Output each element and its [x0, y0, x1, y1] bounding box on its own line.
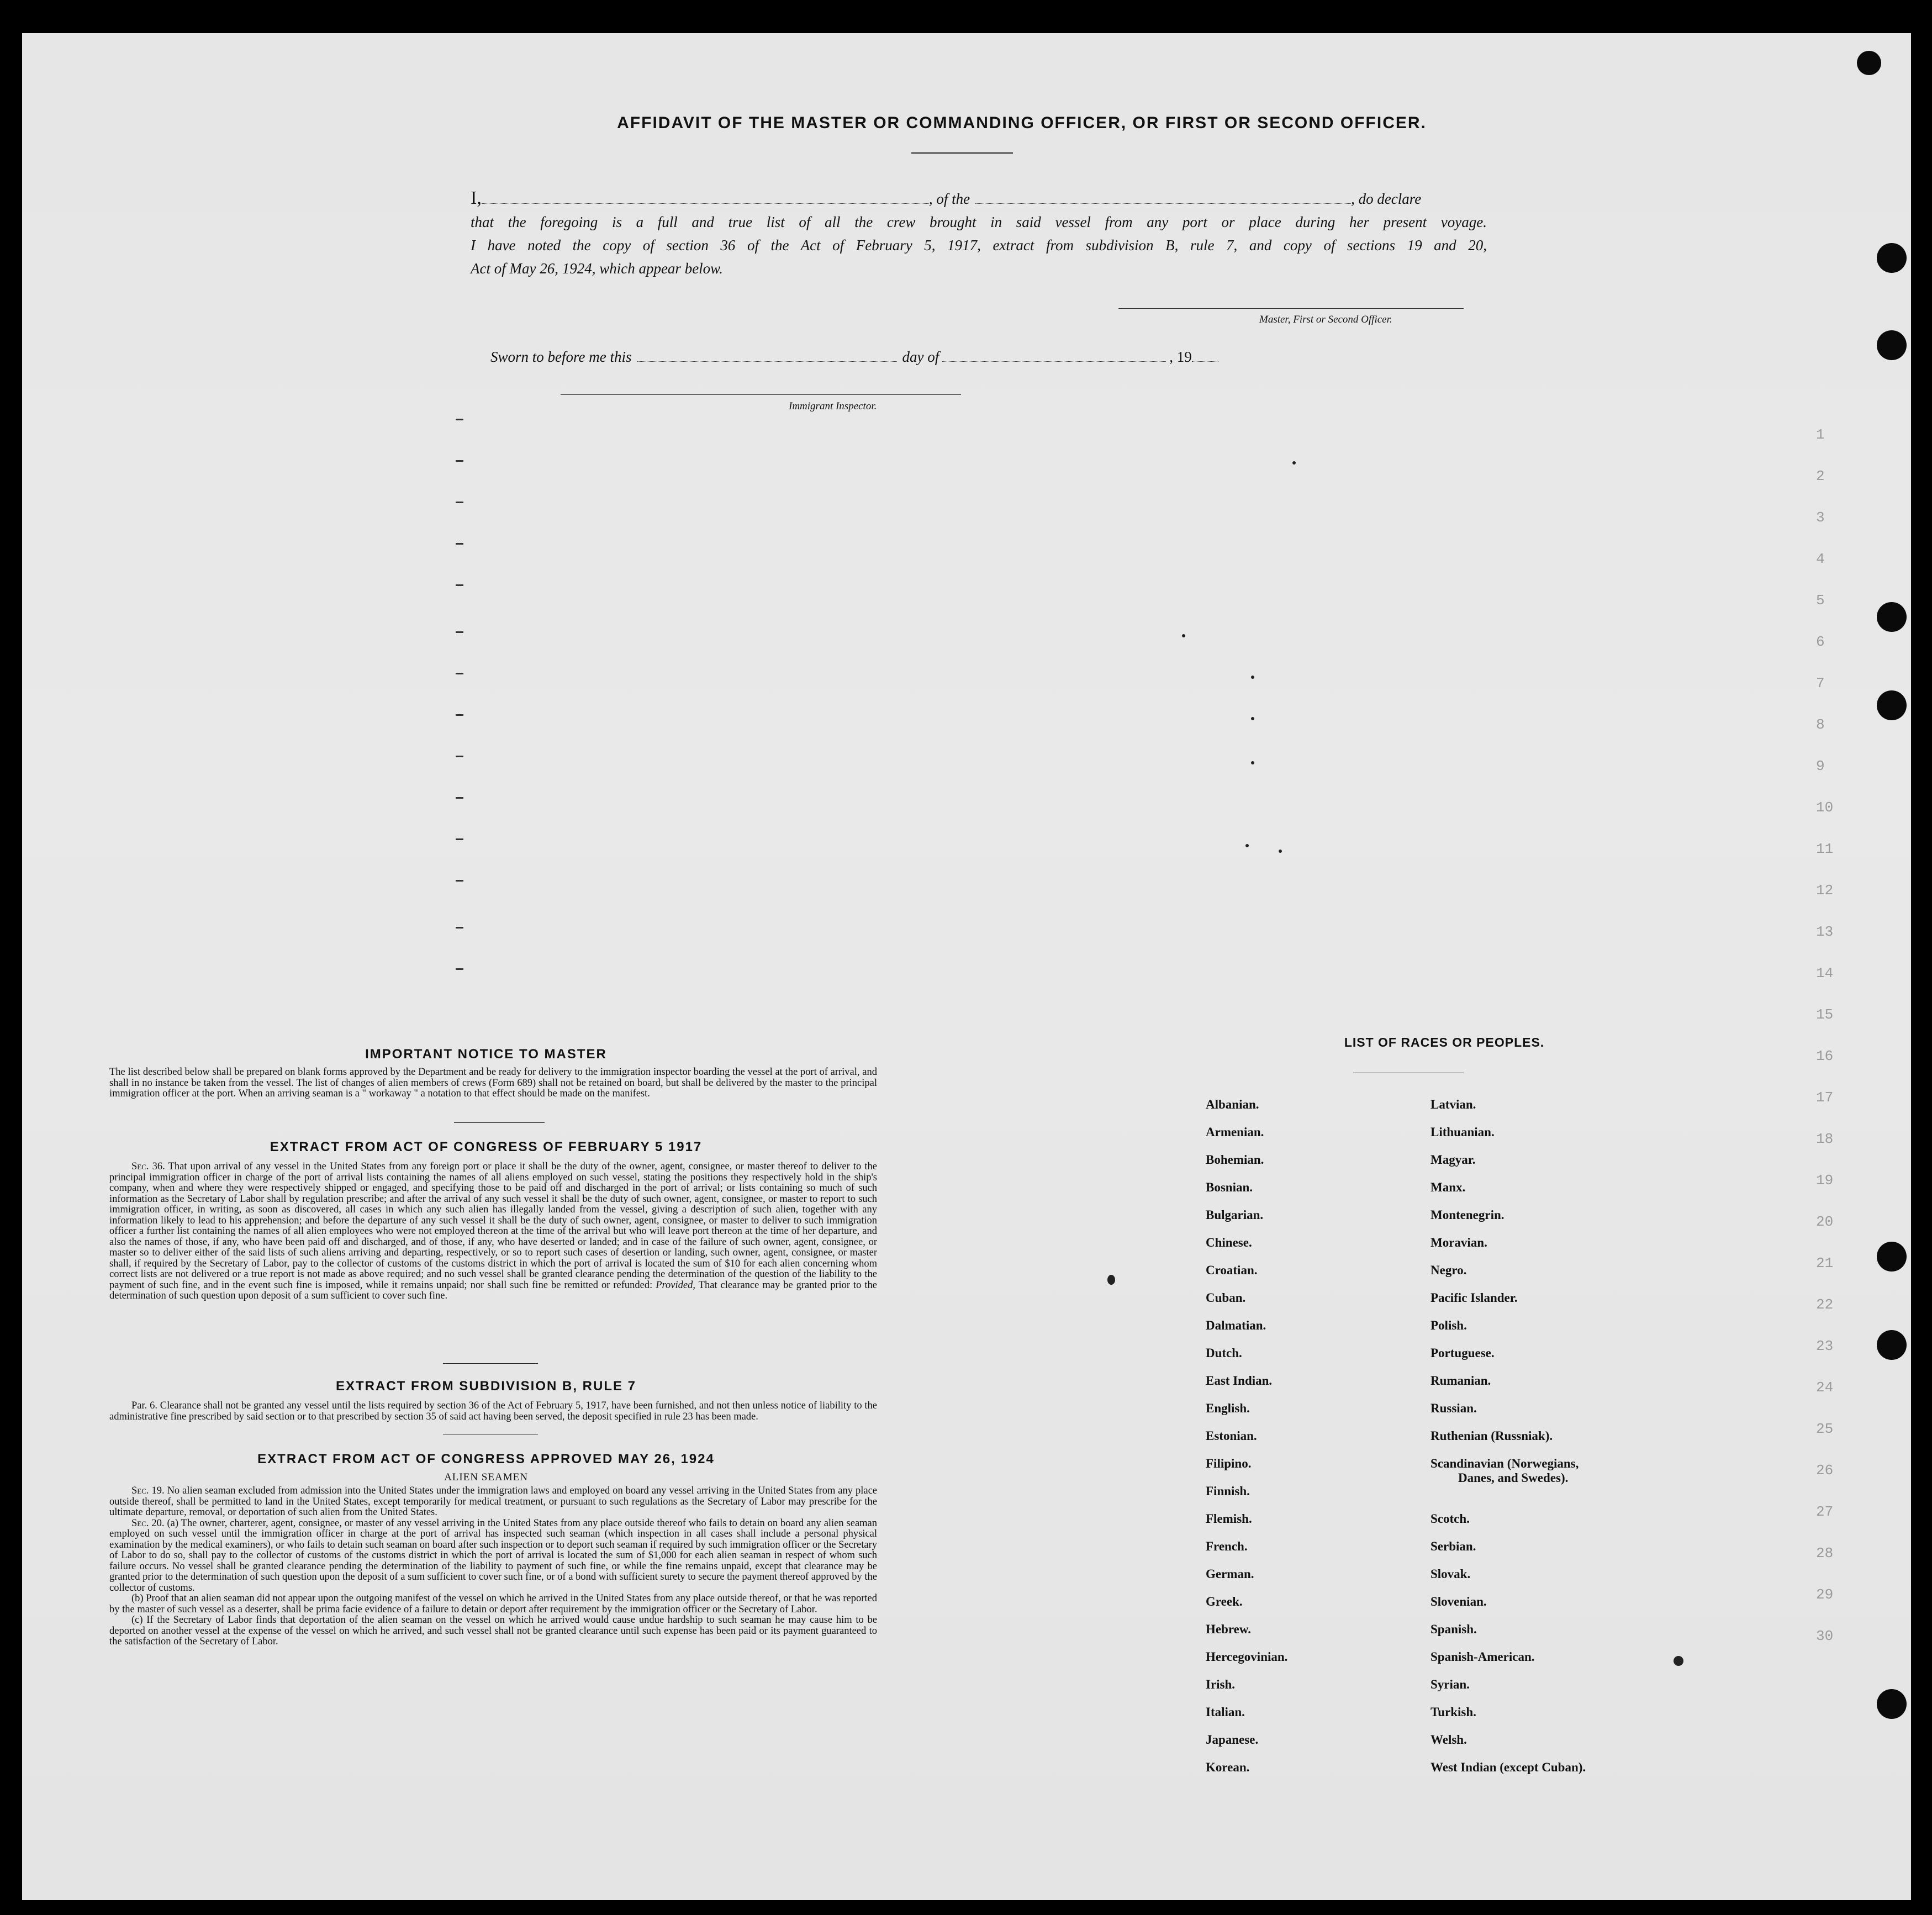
row-mark — [456, 838, 463, 840]
punch-hole — [1877, 690, 1907, 720]
sec20b-paragraph: (b) Proof that an alien seaman did not appear upon the outgoing manifest of the vessel on which he arrived in the United States from any place outside thereof, or that he was reported by the master of such vessel as a deserter, shall be prima facie evidence of a failure to detain or deport after requirement by the immigration officer or the Secretary of Labor. — [109, 1593, 877, 1615]
race-item: Spanish-American. — [1430, 1650, 1535, 1664]
ink-speck — [1251, 717, 1254, 720]
row-mark — [456, 797, 463, 799]
race-item: German. — [1206, 1567, 1254, 1581]
affidavit-title: AFFIDAVIT OF THE MASTER OR COMMANDING OFFICER, OR FIRST OR SECOND OFFICER. — [617, 114, 1427, 132]
race-item: Polish. — [1430, 1318, 1467, 1332]
sec20c-paragraph: (c) If the Secretary of Labor finds that deportation of the alien seaman on the vessel on which he arrived would cause undue hardship to such seaman he may cause him to be deported on another vessel at the expense of the vessel on which he arrived, and such vessel shall not be granted clearance until such expense has been paid or its payment guaranteed to the satisfaction of the Secretary of Labor. — [109, 1615, 877, 1647]
race-item: Rumanian. — [1430, 1374, 1491, 1388]
sworn-year-field[interactable] — [1192, 347, 1218, 362]
race-item: West Indian (except Cuban). — [1430, 1760, 1586, 1774]
race-item: Slovenian. — [1430, 1595, 1487, 1608]
sworn-month-field[interactable] — [942, 347, 1166, 362]
extract-1917-title: EXTRACT FROM ACT OF CONGRESS OF FEBRUARY 5 1917 — [270, 1139, 703, 1154]
race-item: Scandinavian (Norwegians, — [1430, 1457, 1579, 1470]
row-mark — [456, 880, 463, 882]
sec36-label: Sec. 36. — [131, 1161, 165, 1172]
row-mark — [456, 419, 463, 420]
race-item: Korean. — [1206, 1760, 1250, 1774]
race-item: Serbian. — [1430, 1539, 1476, 1553]
race-item: Welsh. — [1430, 1733, 1467, 1747]
punch-hole — [1877, 1330, 1907, 1360]
race-item: Greek. — [1206, 1595, 1243, 1608]
row-mark — [456, 631, 463, 633]
race-item: Cuban. — [1206, 1291, 1246, 1305]
race-item: Armenian. — [1206, 1125, 1264, 1139]
race-item: Filipino. — [1206, 1457, 1252, 1470]
row-mark — [456, 460, 463, 462]
ink-speck — [1279, 850, 1282, 853]
race-item: Finnish. — [1206, 1484, 1250, 1498]
ink-speck — [1245, 844, 1249, 847]
row-mark — [456, 502, 463, 503]
race-item: Bulgarian. — [1206, 1208, 1264, 1222]
race-item: Bohemian. — [1206, 1153, 1264, 1167]
declaration-line-2: that the foregoing is a full and true list of all the crew brought in said vessel from any port or place during her present voyage. — [471, 214, 1487, 230]
race-item: Pacific Islander. — [1430, 1291, 1518, 1305]
sworn-day-field[interactable] — [637, 347, 897, 362]
sworn-line: Sworn to before me this day of , 19 — [490, 347, 1218, 366]
extract-rule7-title: EXTRACT FROM SUBDIVISION B, RULE 7 — [335, 1379, 637, 1394]
extract-1924-text — [109, 1486, 877, 1648]
race-item: Irish. — [1206, 1677, 1236, 1691]
row-mark — [456, 584, 463, 586]
race-item: Latvian. — [1430, 1098, 1476, 1111]
race-item: Italian. — [1206, 1705, 1245, 1719]
race-item: Turkish. — [1430, 1705, 1476, 1719]
extract-1924-subtitle: ALIEN SEAMEN — [444, 1471, 528, 1483]
race-item: Magyar. — [1430, 1153, 1476, 1167]
race-item: Flemish. — [1206, 1512, 1252, 1526]
punch-hole — [1877, 243, 1907, 273]
race-item: Scotch. — [1430, 1512, 1470, 1526]
race-item: Estonian. — [1206, 1429, 1257, 1443]
bleed-through-column: 1 2 3 4 5 6 7 8 9 10 11 12 13 14 15 16 17 18 19 20 21 22 23 24 25 26 27 28 29 30 — [1816, 426, 1834, 1644]
race-item: Syrian. — [1430, 1677, 1470, 1691]
punch-hole — [1857, 51, 1881, 75]
vessel-name-field[interactable] — [975, 189, 1351, 204]
section-divider — [454, 1122, 545, 1123]
race-item: Hebrew. — [1206, 1622, 1251, 1636]
ink-speck — [1292, 461, 1296, 465]
section-divider — [443, 1363, 538, 1364]
race-item: Portuguese. — [1430, 1346, 1495, 1360]
extract-rule7-text: Par. 6. Clearance shall not be granted any vessel until the lists required by section 36 of the Act of February 5, 1917, have been furnished, and not then unless notice of liability to the administrative fine prescribed by said section or to that prescribed by section 35 of said act having been served, the deposit specified in rule 23 has been made. — [109, 1400, 878, 1422]
race-item: Hercegovinian. — [1206, 1650, 1288, 1664]
race-item: Croatian. — [1206, 1263, 1258, 1277]
ink-speck — [1251, 676, 1254, 679]
race-item: English. — [1206, 1401, 1250, 1415]
race-item: Manx. — [1430, 1180, 1466, 1194]
signature-label: Master, First or Second Officer. — [1259, 314, 1392, 325]
race-item-continued: Danes, and Swedes). — [1458, 1471, 1569, 1485]
race-item: Ruthenian (Russniak). — [1430, 1429, 1553, 1443]
ink-speck — [1107, 1275, 1115, 1285]
race-item: Dalmatian. — [1206, 1318, 1266, 1332]
signature-line[interactable] — [1118, 308, 1464, 309]
race-item: Dutch. — [1206, 1346, 1242, 1360]
notice-title: IMPORTANT NOTICE TO MASTER — [365, 1047, 607, 1062]
race-item: Lithuanian. — [1430, 1125, 1495, 1139]
document-page — [22, 33, 1911, 1900]
punch-hole — [1877, 1242, 1907, 1272]
punch-hole — [1877, 1689, 1907, 1719]
row-mark — [456, 714, 463, 716]
declaration-line-1: I, , of the , do declare — [471, 188, 1422, 208]
extract-1924-title: EXTRACT FROM ACT OF CONGRESS APPROVED MAY 26, 1924 — [257, 1452, 715, 1466]
declaration-line-4: Act of May 26, 1924, which appear below. — [471, 260, 723, 277]
race-item: Moravian. — [1430, 1236, 1487, 1249]
row-mark — [456, 968, 463, 970]
race-item: Bosnian. — [1206, 1180, 1253, 1194]
title-divider — [911, 152, 1013, 154]
race-item: Negro. — [1430, 1263, 1467, 1277]
races-column-2 — [1430, 1098, 1718, 1789]
race-item: Slovak. — [1430, 1567, 1471, 1581]
races-title: LIST OF RACES OR PEOPLES. — [1344, 1035, 1545, 1049]
punch-hole — [1877, 602, 1907, 632]
notice-text: The list described below shall be prepared on blank forms approved by the Department and be ready for delivery to the immigration inspector boarding the vessel at the port of arrival, and shall in no instance be taken from the vessel. The list of changes of alien members of crews (Form 689) shall not be retained on board, but shall be delivered by the master to the principal immigration officer at the port. When an arriving seaman is a " workaway " a notation to that effect should be made on the manifest. — [109, 1067, 877, 1099]
sec19-paragraph: Sec. 19. No alien seaman excluded from admission into the United States under the immigration laws and employed on board any vessel arriving in the United States from any place outside thereof, shall be permitted to land in the United States, except temporarily for medical treatment, or pursuant to such regulations as the Secretary of Labor may prescribe for the ultimate departure, removal, or deportation of such alien from the United States. — [109, 1485, 877, 1518]
declarant-name-field[interactable] — [482, 189, 929, 204]
race-item: East Indian. — [1206, 1374, 1273, 1388]
races-column-1 — [1206, 1098, 1405, 1789]
sec20a-paragraph: Sec. 20. (a) The owner, charterer, agent, consignee, or master of any vessel arriving in the United States from any place outside thereof who fails to detain on board any alien seaman employed on such vessel until the immigration officer in charge at the port of arrival has inspected such seaman (which inspection in all cases shall include a personal physical examination by the medical examiners), or who fails to detain such seaman on board after such inspection or to deport such seaman if required by such immigration officer or the Secretary of Labor to do so, shall pay to the collector of customs of the customs district in which the port of arrival is located the sum of $1,000 for each alien seaman in respect of whom such failure occurs. No vessel shall be granted clearance pending the determination of the liability to payment of such fine, or while the fine remains unpaid, except that clearance may be granted prior to the determination of such question upon the deposit of a sum sufficient to cover such fine, or of a bond with sufficient surety to secure the payment thereof approved by the collector of customs. — [109, 1517, 878, 1594]
race-item: Russian. — [1430, 1401, 1477, 1415]
race-item: Chinese. — [1206, 1236, 1252, 1249]
inspector-label: Immigrant Inspector. — [789, 400, 877, 412]
row-mark — [456, 673, 463, 674]
row-mark — [456, 543, 463, 545]
row-mark — [456, 927, 463, 929]
ink-speck — [1251, 761, 1254, 764]
race-item: Montenegrin. — [1430, 1208, 1505, 1222]
row-mark — [456, 756, 463, 757]
punch-hole — [1877, 330, 1907, 360]
race-item: Albanian. — [1206, 1098, 1259, 1111]
race-item: Japanese. — [1206, 1733, 1259, 1747]
declaration-line-3: I have noted the copy of section 36 of the Act of February 5, 1917, extract from subdivision B, rule 7, and copy of sections 19 and 20, — [471, 237, 1487, 254]
affidavit-declaration — [471, 187, 1487, 280]
ink-speck — [1182, 634, 1185, 637]
race-item: Spanish. — [1430, 1622, 1477, 1636]
extract-1917-text: Sec. 36. That upon arrival of any vessel in the United States from any foreign port or place it shall be the duty of the owner, agent, consignee, or master thereof to deliver to the principal immigration officer in charge of the port of arrival lists containing the names of all aliens employed on such vessel, stating the positions they respectively hold in the ship's company, when and where they were respectively shipped or engaged, and specifying those to be paid off and discharged in the port of arrival; or lists containing so much of such information as the Secretary of Labor shall by regulation prescribe; and after the arrival of any such vessel it shall be the duty of such owner, agent, consignee, or master to report to such immigration officer, in writing, as soon as discovered, all cases in which any such alien has illegally landed from the vessel, giving a description of such alien, together with any information likely to lead to his apprehension; and before the departure of any such vessel it shall be the duty of such owner, agent, consignee, or master to deliver to such immigration officer a further list containing the names of all alien employees who were not employed thereon at the time of the arrival but who will leave port thereon at the time of her departure, and also the names of those, if any, who have been paid off and discharged, and of those, if any, who have deserted or landed; and in case of the failure of such owner, agent, consignee, or master so to deliver either of the said lists of such aliens arriving and departing, respectively, or so to report such cases of desertion or landing, such owner, agent, consignee, or master shall, if required by the Secretary of Labor, pay to the collector of customs of the customs district in which the port of arrival is located the sum of $10 for each alien concerning whom correct lists are not delivered or a true report is not made as above required; and no such vessel shall be granted clearance pending the determination of the question of the liability to the payment of such fine, and in the event such fine is imposed, while it remains unpaid; nor shall such fine be remitted or refunded: Provided, That clearance may be granted prior to the determination of such question upon deposit of a sum sufficient to cover such fine. — [109, 1161, 877, 1301]
inspector-signature-line[interactable] — [561, 394, 961, 395]
race-item: French. — [1206, 1539, 1248, 1553]
